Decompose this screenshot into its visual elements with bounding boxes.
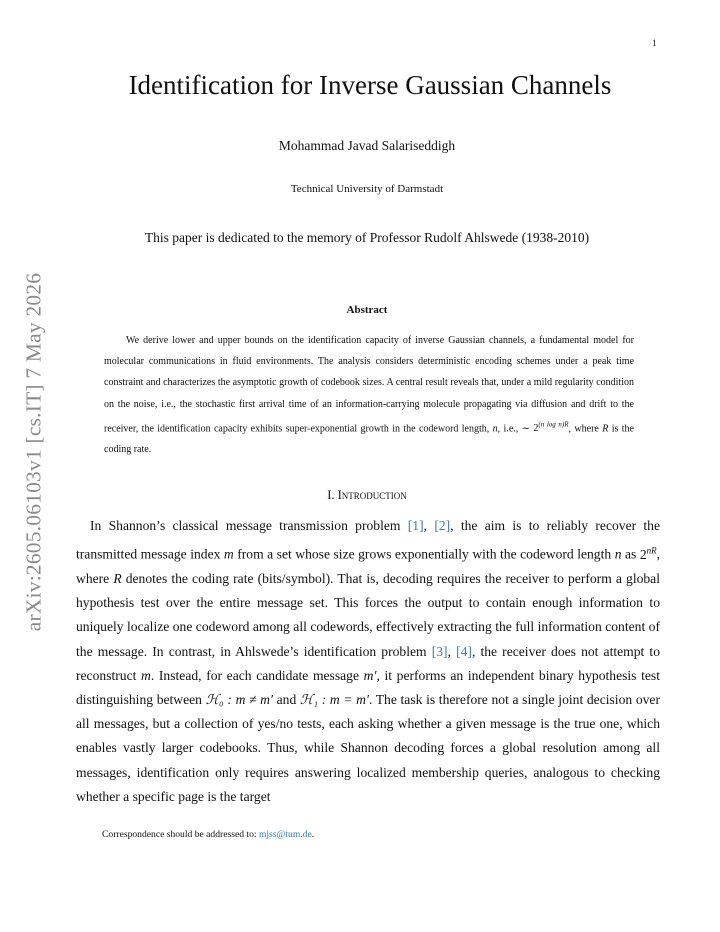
math-power [640,547,657,562]
math-growth [533,420,569,435]
intro-text: In Shannon’s classical message transmission problem [90,518,408,533]
intro-text: , [447,643,457,659]
math-base: 2 [639,546,647,562]
math-exponent: nR [646,545,657,556]
math-r: R [602,423,609,435]
abstract-body [104,330,634,461]
intro-text: denotes the coding rate (bits/symbol). That is, decoding requires the receiver to perform a global hypothesis test over the entire message set. This forces the output to contain enough information to uniquely localize one codeword among all codewords, effectively extracting the full information content of the message. In contrast, in Ahlswede’s identification problem [76,570,660,659]
citation-link[interactable]: [1] [407,518,424,533]
math-m: m [141,667,151,683]
abstract-text: is the coding rate. [104,423,634,456]
intro-text: from a set whose size grows exponentially with the codeword length [233,546,615,562]
math-m: m [223,546,234,562]
intro-text: . Instead, for each candidate message [150,667,364,683]
math-n: n [492,423,498,435]
math-m-prime: m′ [363,667,377,683]
page-number: 1 [652,38,657,48]
abstract-text: , where [568,423,603,435]
paper-title: Identification for Inverse Gaussian Channels [128,70,612,100]
abstract-heading: Abstract [346,304,388,316]
citation-link[interactable]: [4] [456,643,472,659]
intro-text: . The task is therefore not a single joint decision over all messages, but a collection of yes/no tests, each asking whether a given message is the true one, which enables vastly larger codebooks. Thus, while Shannon decoding forces a global resolution among all messages, identification only requires answering localized membership queries, analogous to checking whether a specific page is the target [76,691,660,804]
math-n: n [614,546,622,562]
intro-text: , the aim is to reliably recover the transmitted message index [76,518,661,562]
author-name: Mohammad Javad Salariseddigh [278,138,456,153]
intro-text: , the receiver does not attempt to reconstruct [76,643,661,683]
intro-body [76,514,660,809]
math-r: R [113,570,122,586]
intro-paragraph [76,514,660,809]
intro-text: , it performs an independent binary hypothesis test distinguishing between [76,667,660,707]
affiliation: Technical University of Darmstadt [290,183,444,195]
abstract-paragraph [104,330,634,461]
citation-link[interactable]: [3] [431,643,448,659]
arxiv-stamp-text: arXiv:2605.06103v1 [cs.IT] 7 May 2026 [21,272,46,632]
abstract-text: , i.e., ∼ [497,423,534,435]
footnote-text: Correspondence should be addressed to: [102,829,259,840]
section-number: I. [327,488,338,502]
intro-text: , where [76,546,661,586]
section-heading [0,488,720,503]
math-exponent: (n log n)R [538,420,569,429]
citation-link[interactable]: [2] [434,518,451,533]
math-hypothesis-h1: ℋ₁ : m = m′ [299,691,369,707]
intro-text: as [621,546,640,562]
abstract-text: We derive lower and upper bounds on the identification capacity of inverse Gaussian channels, a fundamental model for molecular communications in fluid environments. The analysis considers deterministic encoding schemes under a peak time constraint and characterizes the asymptotic growth of codebook sizes. A central result reveals that, under a mild regularity condition on the noise, i.e., the stochastic first arrival time of an information-carrying molecule propagating via diffusion and drift to the receiver, the identification capacity exhibits super-exponential growth in the codeword length, [104,335,634,435]
footnote-text: . [311,829,315,840]
email-link[interactable]: mjss@tum.de [258,829,312,840]
math-hypothesis-h0: ℋ₀ : m ≠ m′ [205,691,273,707]
intro-text: and [272,691,300,707]
section-title: Introduction [337,488,407,502]
intro-text: , [423,518,435,533]
footnote [102,829,314,840]
dedication: This paper is dedicated to the memory of Professor Rudolf Ahlswede (1938-2010) [144,230,590,245]
math-base: 2 [533,423,539,435]
